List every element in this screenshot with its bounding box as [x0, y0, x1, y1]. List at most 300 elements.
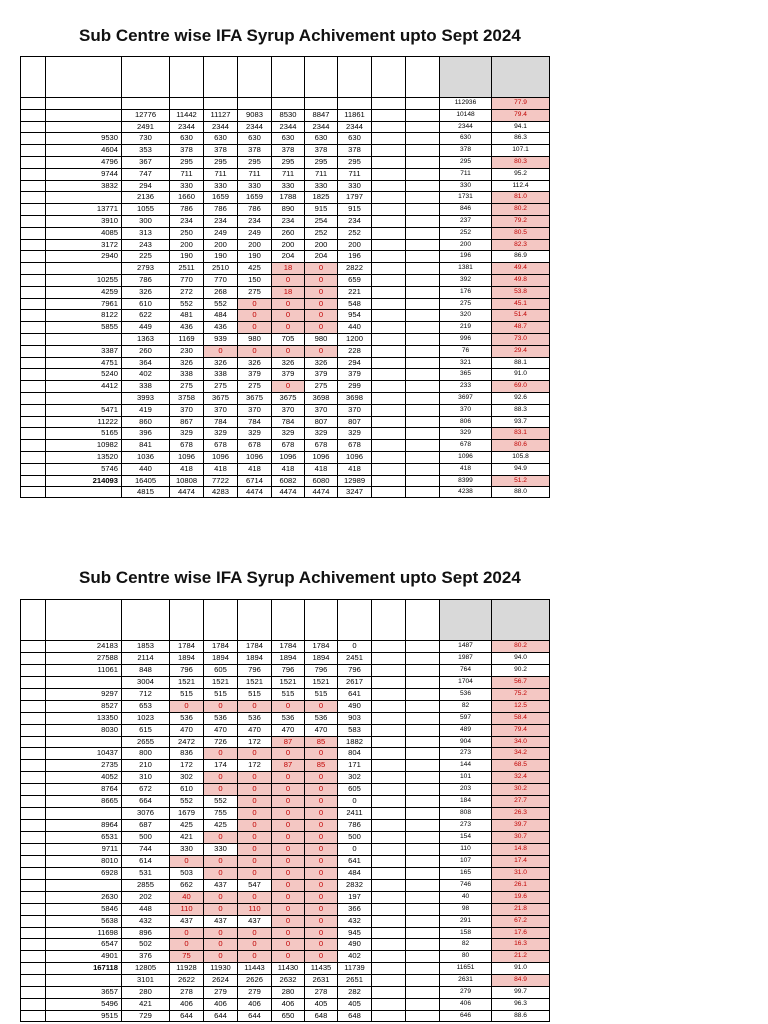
table-cell: 796	[305, 665, 338, 676]
table-cell: 755	[204, 808, 238, 819]
table-row	[20, 974, 550, 986]
table-cell	[20, 369, 46, 380]
table-cell: 1894	[238, 653, 272, 664]
table-row	[20, 712, 550, 724]
header-cell	[46, 600, 122, 640]
table-cell: 678	[440, 440, 492, 451]
population-cell: 8030	[46, 725, 122, 736]
table-cell	[372, 334, 406, 345]
table-cell	[170, 98, 204, 109]
table-cell: 378	[170, 145, 204, 156]
table-cell: 610	[170, 784, 204, 795]
table-cell	[20, 251, 46, 262]
table-cell	[372, 963, 406, 974]
table-cell: 615	[122, 725, 170, 736]
percent-cell: 92.6	[492, 393, 550, 404]
population-cell	[46, 393, 122, 404]
table-cell	[20, 701, 46, 712]
table-cell: 12776	[122, 110, 170, 121]
table-cell: 630	[440, 133, 492, 144]
table-cell	[406, 987, 440, 998]
table-cell	[20, 228, 46, 239]
table-cell	[20, 322, 46, 333]
table-cell	[372, 928, 406, 939]
table-cell	[372, 916, 406, 927]
population-cell: 11061	[46, 665, 122, 676]
population-cell: 5638	[46, 916, 122, 927]
table-cell: 2626	[238, 975, 272, 986]
population-cell	[46, 122, 122, 133]
percent-cell: 88.6	[492, 1011, 550, 1021]
table-cell: 366	[338, 904, 372, 915]
percent-cell: 27.7	[492, 796, 550, 807]
table-cell	[372, 796, 406, 807]
table-cell: 945	[338, 928, 372, 939]
table-cell	[20, 832, 46, 843]
table-cell: 915	[338, 204, 372, 215]
table-cell: 330	[338, 181, 372, 192]
table-row	[20, 333, 550, 345]
table-cell: 11430	[272, 963, 305, 974]
table-cell: 0	[272, 832, 305, 843]
table-cell: 784	[204, 417, 238, 428]
table-cell: 275	[305, 381, 338, 392]
table-cell: 326	[170, 358, 204, 369]
table-cell	[406, 1011, 440, 1021]
table-cell: 0	[305, 951, 338, 962]
table-cell: 295	[440, 157, 492, 168]
table-cell: 172	[170, 760, 204, 771]
table-cell	[372, 369, 406, 380]
table-row	[20, 475, 550, 487]
table-row	[20, 168, 550, 180]
table-cell: 0	[204, 868, 238, 879]
table-cell	[406, 820, 440, 831]
table-row	[20, 239, 550, 251]
table-cell: 418	[170, 464, 204, 475]
table-cell: 8399	[440, 476, 492, 487]
table-cell: 0	[305, 868, 338, 879]
table-cell: 330	[272, 181, 305, 192]
table-cell: 0	[272, 310, 305, 321]
table-cell: 252	[440, 228, 492, 239]
table-cell: 295	[170, 157, 204, 168]
table-cell: 678	[170, 440, 204, 451]
table-cell: 2344	[440, 122, 492, 133]
table-row	[20, 286, 550, 298]
table-cell: 275	[440, 299, 492, 310]
table-cell: 630	[305, 133, 338, 144]
table-cell: 0	[238, 784, 272, 795]
table-row	[20, 309, 550, 321]
population-cell	[46, 808, 122, 819]
header-cell	[238, 57, 272, 97]
percent-cell: 51.4	[492, 310, 550, 321]
table-cell	[406, 772, 440, 783]
table-cell: 275	[238, 287, 272, 298]
table-cell: 1784	[170, 641, 204, 652]
percent-cell: 14.8	[492, 844, 550, 855]
table-cell: 3004	[122, 677, 170, 688]
table-cell: 1784	[272, 641, 305, 652]
population-cell: 3657	[46, 987, 122, 998]
header-cell	[440, 600, 492, 640]
percent-cell: 19.6	[492, 892, 550, 903]
table-cell	[406, 904, 440, 915]
table-cell: 678	[338, 440, 372, 451]
table-cell	[372, 939, 406, 950]
table-cell	[372, 832, 406, 843]
population-cell: 11698	[46, 928, 122, 939]
population-cell: 13350	[46, 713, 122, 724]
table-cell: 275	[238, 381, 272, 392]
table-cell	[406, 464, 440, 475]
table-row	[20, 439, 550, 451]
table-cell	[20, 916, 46, 927]
table-cell	[372, 287, 406, 298]
table-cell: 18	[272, 287, 305, 298]
table-cell: 1521	[272, 677, 305, 688]
table-cell: 418	[305, 464, 338, 475]
table-cell	[406, 322, 440, 333]
table-cell: 190	[170, 251, 204, 262]
table-cell: 0	[305, 287, 338, 298]
table-cell: 1363	[122, 334, 170, 345]
table-cell: 0	[204, 939, 238, 950]
table-cell: 75	[170, 951, 204, 962]
table-cell: 353	[122, 145, 170, 156]
header-cell	[204, 600, 238, 640]
table-cell: 641	[338, 856, 372, 867]
table-cell	[372, 358, 406, 369]
population-cell	[46, 487, 122, 497]
table-cell: 85	[305, 737, 338, 748]
table-cell: 515	[204, 689, 238, 700]
table-cell	[406, 999, 440, 1010]
table-cell: 378	[305, 145, 338, 156]
table-cell: 392	[440, 275, 492, 286]
table-cell: 174	[204, 760, 238, 771]
table-row	[20, 831, 550, 843]
table-cell: 1096	[440, 452, 492, 463]
percent-cell: 81.0	[492, 192, 550, 203]
table-cell: 711	[170, 169, 204, 180]
table-cell: 484	[204, 310, 238, 321]
table-cell	[406, 228, 440, 239]
table-cell: 249	[238, 228, 272, 239]
table-row	[20, 724, 550, 736]
table-row	[20, 927, 550, 939]
table-cell: 279	[238, 987, 272, 998]
table-cell: 329	[170, 428, 204, 439]
table-cell: 330	[238, 181, 272, 192]
header-cell	[204, 57, 238, 97]
table-cell: 548	[338, 299, 372, 310]
table-cell	[406, 951, 440, 962]
percent-cell: 94.9	[492, 464, 550, 475]
table-cell	[372, 844, 406, 855]
table-cell: 11443	[238, 963, 272, 974]
table-cell: 275	[204, 381, 238, 392]
table-cell	[406, 713, 440, 724]
table-row	[20, 998, 550, 1010]
table-cell	[406, 169, 440, 180]
table-cell	[406, 110, 440, 121]
population-cell	[46, 98, 122, 109]
table-cell	[406, 192, 440, 203]
table-cell: 4474	[305, 487, 338, 497]
table-cell: 0	[204, 856, 238, 867]
table-cell	[20, 181, 46, 192]
table-cell: 552	[204, 796, 238, 807]
table-cell: 0	[170, 928, 204, 939]
population-cell: 9744	[46, 169, 122, 180]
table-cell: 110	[170, 904, 204, 915]
table-cell: 379	[238, 369, 272, 380]
table-cell: 326	[305, 358, 338, 369]
table-cell: 0	[204, 832, 238, 843]
header-cell	[406, 600, 440, 640]
table-cell: 378	[440, 145, 492, 156]
table-cell	[406, 748, 440, 759]
table-cell: 796	[338, 665, 372, 676]
table-cell: 110	[440, 844, 492, 855]
table-row	[20, 783, 550, 795]
percent-cell: 99.7	[492, 987, 550, 998]
table-cell	[372, 868, 406, 879]
table-cell: 11651	[440, 963, 492, 974]
table-cell: 370	[238, 405, 272, 416]
table-cell	[372, 381, 406, 392]
table-cell: 165	[440, 868, 492, 879]
table-cell: 0	[305, 844, 338, 855]
table-cell: 552	[170, 299, 204, 310]
table-row	[20, 180, 550, 192]
table-cell: 622	[122, 310, 170, 321]
table-cell	[20, 358, 46, 369]
table-cell: 11435	[305, 963, 338, 974]
table-cell	[20, 157, 46, 168]
table-cell: 329	[272, 428, 305, 439]
percent-cell: 112.4	[492, 181, 550, 192]
table-cell	[20, 428, 46, 439]
table-cell	[372, 1011, 406, 1021]
table-cell	[20, 334, 46, 345]
table-cell: 326	[204, 358, 238, 369]
population-cell	[46, 677, 122, 688]
table-cell: 4238	[440, 487, 492, 497]
population-cell: 6531	[46, 832, 122, 843]
population-cell: 5855	[46, 322, 122, 333]
table-cell: 291	[440, 916, 492, 927]
table-cell	[372, 464, 406, 475]
table-cell: 644	[238, 1011, 272, 1021]
table-cell: 630	[170, 133, 204, 144]
table-cell	[372, 169, 406, 180]
table-cell: 0	[305, 916, 338, 927]
table-cell	[372, 216, 406, 227]
table-row	[20, 652, 550, 664]
table-cell: 2472	[170, 737, 204, 748]
table-cell: 0	[272, 346, 305, 357]
table-cell: 784	[238, 417, 272, 428]
table-cell: 2655	[122, 737, 170, 748]
table-cell	[20, 381, 46, 392]
table-cell	[122, 98, 170, 109]
table-cell: 996	[440, 334, 492, 345]
table-cell: 0	[305, 346, 338, 357]
table-row	[20, 950, 550, 962]
percent-cell: 77.9	[492, 98, 550, 109]
table-cell: 0	[238, 346, 272, 357]
table-cell	[20, 820, 46, 831]
table-cell: 0	[305, 939, 338, 950]
table-cell: 406	[238, 999, 272, 1010]
population-cell: 2735	[46, 760, 122, 771]
table-cell: 0	[272, 904, 305, 915]
table-cell	[372, 476, 406, 487]
table-cell: 490	[338, 701, 372, 712]
table-cell: 515	[272, 689, 305, 700]
table-cell: 273	[440, 820, 492, 831]
table-cell: 2344	[338, 122, 372, 133]
table-cell	[20, 748, 46, 759]
table-cell: 370	[338, 405, 372, 416]
table-cell: 0	[305, 928, 338, 939]
table-row	[20, 640, 550, 652]
table-cell: 3675	[238, 393, 272, 404]
table-row	[20, 427, 550, 439]
table-cell: 82	[440, 939, 492, 950]
table-cell: 678	[305, 440, 338, 451]
table-cell: 8847	[305, 110, 338, 121]
table-cell	[406, 452, 440, 463]
table-cell	[406, 844, 440, 855]
table-cell: 310	[122, 772, 170, 783]
table-cell	[20, 772, 46, 783]
percent-cell: 94.0	[492, 653, 550, 664]
population-cell: 24183	[46, 641, 122, 652]
table-cell	[20, 133, 46, 144]
table-cell	[406, 122, 440, 133]
table-cell: 437	[204, 916, 238, 927]
table-cell	[20, 665, 46, 676]
table-cell: 219	[440, 322, 492, 333]
table-cell: 0	[272, 701, 305, 712]
table-cell: 379	[338, 369, 372, 380]
table-cell	[20, 737, 46, 748]
table-cell	[20, 110, 46, 121]
table-cell: 2491	[122, 122, 170, 133]
table-cell	[406, 275, 440, 286]
table-cell: 0	[204, 701, 238, 712]
table-cell	[406, 963, 440, 974]
table-cell: 644	[204, 1011, 238, 1021]
percent-cell: 53.8	[492, 287, 550, 298]
table-cell: 282	[338, 987, 372, 998]
table-cell: 158	[440, 928, 492, 939]
table-cell: 234	[204, 216, 238, 227]
table-cell: 370	[440, 405, 492, 416]
table-cell	[20, 263, 46, 274]
table-cell: 1381	[440, 263, 492, 274]
table-cell: 0	[305, 701, 338, 712]
percent-cell: 21.2	[492, 951, 550, 962]
table-cell: 260	[122, 346, 170, 357]
percent-cell: 45.1	[492, 299, 550, 310]
table-cell: 489	[440, 725, 492, 736]
table-cell: 2511	[170, 263, 204, 274]
table-cell: 418	[440, 464, 492, 475]
table-cell: 0	[238, 939, 272, 950]
table-cell	[406, 216, 440, 227]
table-cell: 836	[170, 748, 204, 759]
table-cell: 200	[440, 240, 492, 251]
table-cell: 0	[238, 322, 272, 333]
table-cell: 225	[122, 251, 170, 262]
table-cell	[406, 689, 440, 700]
population-cell: 167118	[46, 963, 122, 974]
table-cell: 807	[305, 417, 338, 428]
table-cell: 3101	[122, 975, 170, 986]
table-cell	[20, 677, 46, 688]
percent-cell: 34.0	[492, 737, 550, 748]
population-cell	[46, 975, 122, 986]
table-cell: 0	[238, 808, 272, 819]
table-cell: 154	[440, 832, 492, 843]
table-cell: 1894	[305, 653, 338, 664]
table-cell	[372, 405, 406, 416]
table-cell: 0	[272, 748, 305, 759]
table-cell: 712	[122, 689, 170, 700]
table-cell	[406, 358, 440, 369]
table-cell: 280	[122, 987, 170, 998]
table-cell: 40	[170, 892, 204, 903]
table-cell: 0	[272, 808, 305, 819]
percent-cell: 79.4	[492, 110, 550, 121]
table-cell: 418	[204, 464, 238, 475]
table-cell: 0	[238, 310, 272, 321]
table-cell: 2793	[122, 263, 170, 274]
table-cell: 0	[272, 322, 305, 333]
table-cell: 378	[338, 145, 372, 156]
percent-cell: 79.4	[492, 725, 550, 736]
table-cell: 536	[440, 689, 492, 700]
table-cell	[372, 892, 406, 903]
table-cell: 326	[122, 287, 170, 298]
table-cell: 2632	[272, 975, 305, 986]
table-cell: 746	[440, 880, 492, 891]
table-cell: 846	[440, 204, 492, 215]
table-cell: 0	[170, 856, 204, 867]
percent-cell: 17.6	[492, 928, 550, 939]
table-cell	[406, 737, 440, 748]
header-cell	[440, 57, 492, 97]
table-cell	[20, 963, 46, 974]
table-cell: 0	[338, 796, 372, 807]
population-cell: 4751	[46, 358, 122, 369]
table-cell: 2631	[440, 975, 492, 986]
table-cell: 0	[238, 299, 272, 310]
table-cell: 0	[238, 748, 272, 759]
table-row	[20, 97, 550, 109]
table-cell	[372, 808, 406, 819]
table-cell: 605	[204, 665, 238, 676]
population-cell	[46, 737, 122, 748]
table-cell: 0	[272, 772, 305, 783]
table-cell	[372, 263, 406, 274]
table-row	[20, 688, 550, 700]
